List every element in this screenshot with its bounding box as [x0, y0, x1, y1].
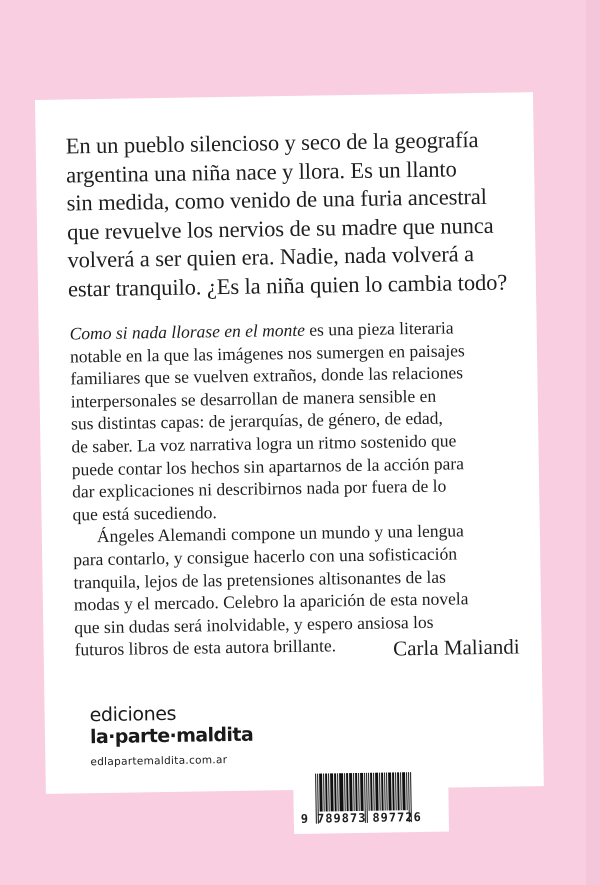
isbn-prefix: 9 [300, 811, 310, 826]
review-line-text: es una pieza literaria [304, 317, 454, 340]
back-cover-text-panel [35, 92, 544, 794]
publisher-name: la·parte·maldita [89, 723, 254, 749]
review-line: que sin dudas será inolvidable, y espero ansiosa los [74, 611, 434, 638]
synopsis-line: volverá a ser quien era. Nadie, nada volverá a [67, 241, 475, 273]
synopsis-paragraph [66, 125, 539, 303]
review-line: dar explicaciones ni describirnos nada por fuera de lo [71, 475, 447, 502]
synopsis-line: En un pueblo silencioso y seco de la geografía [65, 127, 479, 159]
review-line: para contarlo, y consigue hacerlo con una sofisticación [73, 543, 458, 570]
review-line: futuros libros de esta autora brillante. [74, 635, 337, 660]
review-line: de saber. La voz narrativa logra un ritmo sostenido que [71, 430, 457, 457]
book-title: Como si nada llorase en el monte [69, 319, 306, 344]
review-line: familiares que se vuelven extraños, donde las relaciones [70, 362, 464, 389]
review-line: que está sucediendo. [72, 501, 217, 525]
isbn-group-2: 897726 [372, 809, 422, 825]
review-line: notable en la que las imágenes nos sumergen en paisajes [69, 339, 465, 367]
isbn-number [301, 810, 422, 826]
review-line: interpersonales se desarrollan de manera sensible en [70, 385, 437, 412]
isbn-barcode [293, 766, 449, 834]
review-line: tranquila, lejos de las pretensiones altisonantes de las [73, 566, 446, 592]
synopsis-line: sin medida, como venido de una furia ancestral [66, 183, 488, 216]
isbn-group-1: 789873 [316, 810, 367, 826]
review-text [69, 315, 534, 661]
review-line: Ángeles Alemandi compone un mundo y una lengua [96, 520, 464, 547]
synopsis-line: que revuelve los nervios de su madre que nunca [66, 212, 494, 245]
review-signature: Carla Maliandi [392, 634, 520, 661]
review-line: modas y el mercado. Celebro la aparición de esta novela [73, 588, 469, 615]
publisher-url: edlapartemaldita.com.ar [90, 754, 228, 769]
synopsis-line: argentina una niña nace y llora. Es un llanto [65, 155, 457, 188]
review-line: sus distintas capas: de jerarquías, de género, de edad, [70, 408, 443, 434]
review-line: puede contar los hechos sin apartarnos de la acción para [71, 452, 465, 480]
publisher-line-ediciones: ediciones [89, 702, 177, 727]
publisher-logo [89, 702, 253, 769]
cover-edge-band [586, 0, 600, 885]
synopsis-line: estar tranquilo. ¿Es la niña quien lo cambia todo? [67, 269, 508, 302]
